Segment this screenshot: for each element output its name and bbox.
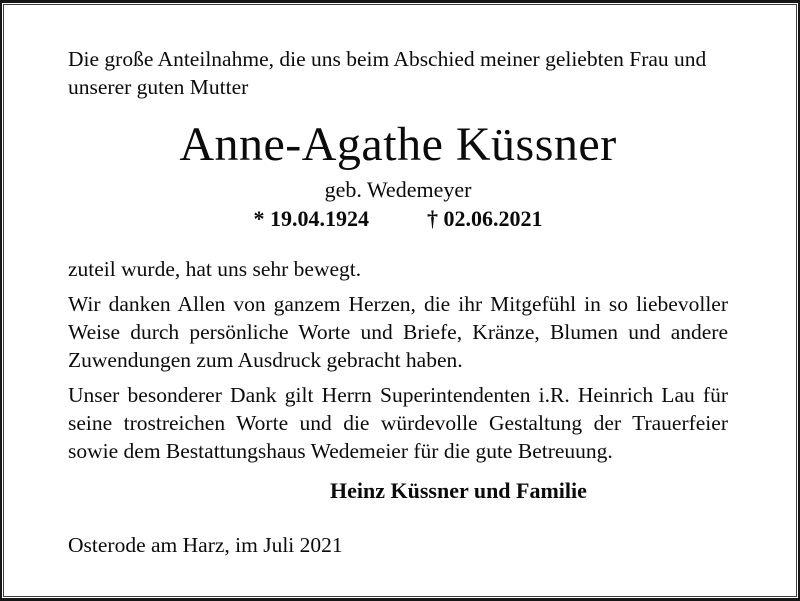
special-thanks-paragraph: Unser besonderer Dank gilt Herrn Superintendenten i.R. Heinrich Lau für seine trostreichen Worte und die würdevolle Gestaltung der Trauerfeier sowie dem Bestattungshaus Wedemeier für die gute Betreuung. [68, 383, 728, 463]
intro-text: Die große Anteilnahme, die uns beim Abschied meiner geliebten Frau und unserer guten Mutter [68, 47, 707, 99]
life-dates-row [68, 205, 728, 233]
death-date: † 02.06.2021 [427, 206, 543, 231]
thanks-paragraph: Wir danken Allen von ganzem Herzen, die ihr Mitgefühl in so liebevoller Weise durch persönliche Worte und Briefe, Kränze, Blumen und andere Zuwendungen zum Ausdruck gebracht haben. [68, 292, 728, 372]
double-border-frame [3, 4, 797, 597]
place-and-date: Osterode am Harz, im Juli 2021 [68, 533, 343, 557]
deceased-name: Anne-Agathe Küssner [179, 118, 617, 171]
birth-date: * 19.04.1924 [253, 206, 369, 231]
family-signature: Heinz Küssner und Familie [330, 478, 587, 503]
continuation-text: zuteil wurde, hat uns sehr bewegt. [68, 257, 362, 281]
maiden-name: geb. Wedemeyer [324, 177, 472, 202]
